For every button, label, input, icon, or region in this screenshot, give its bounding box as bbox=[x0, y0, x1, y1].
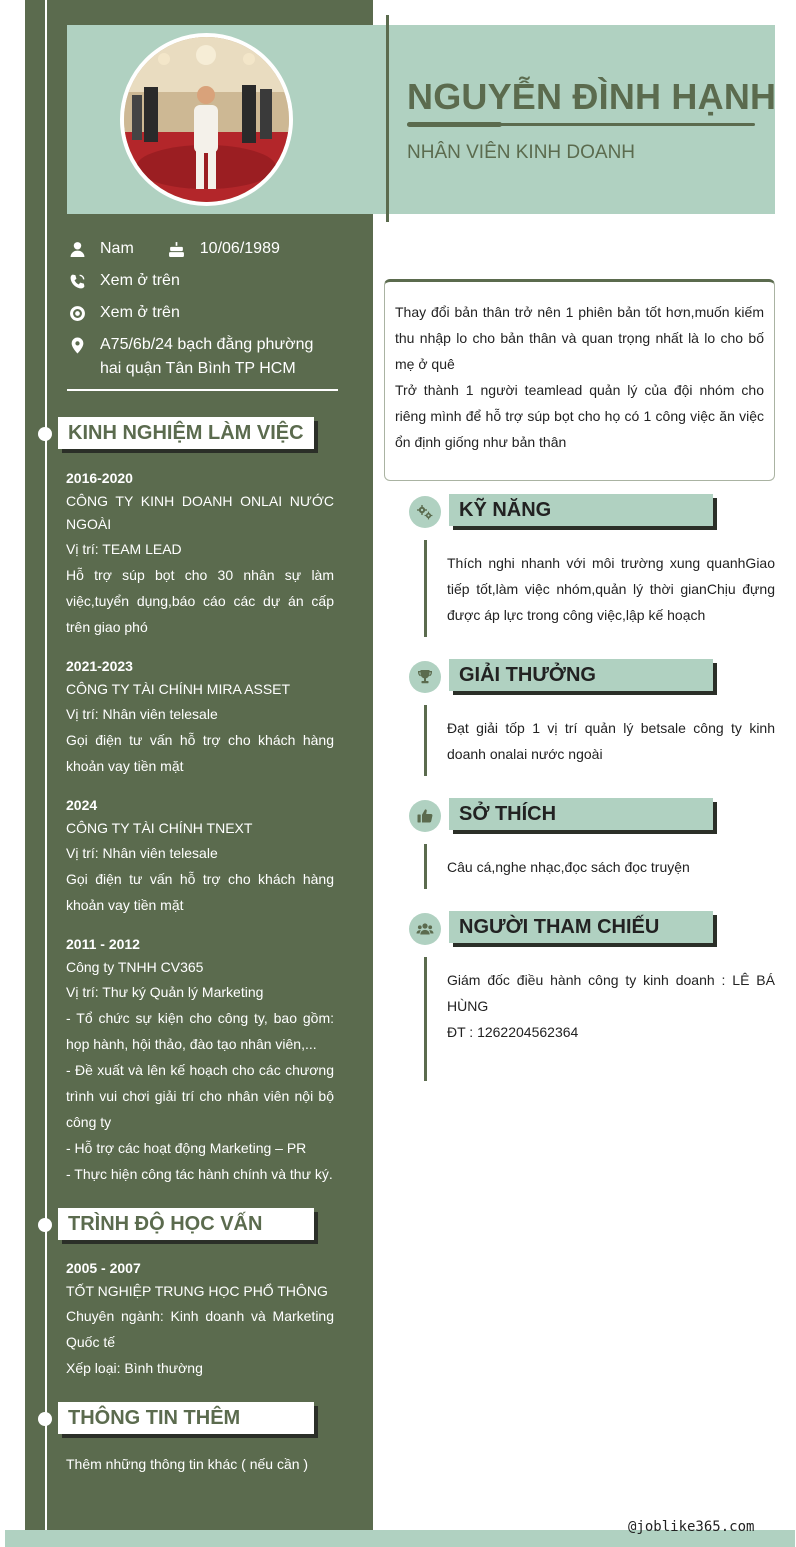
location-pin-icon bbox=[67, 335, 87, 355]
thumbs-up-icon bbox=[409, 800, 441, 832]
experience-company: CÔNG TY TÀI CHÍNH TNEXT bbox=[66, 820, 253, 836]
awards-heading: GIẢI THƯỞNG bbox=[449, 659, 713, 691]
contact-divider bbox=[67, 389, 338, 391]
experience-years: 2016-2020 bbox=[66, 470, 133, 486]
reference-person: Giám đốc điều hành công ty kinh doanh : LÊ BÁ HÙNG bbox=[447, 972, 775, 1014]
experience-years: 2011 - 2012 bbox=[66, 936, 140, 952]
hobbies-heading: SỞ THÍCH bbox=[449, 798, 713, 830]
section-line bbox=[424, 705, 427, 776]
experience-role: Vị trí: Thư ký Quản lý Marketing bbox=[66, 984, 264, 1000]
references-heading: NGƯỜI THAM CHIẾU bbox=[449, 911, 713, 943]
birthday-text: 10/06/1989 bbox=[199, 240, 280, 257]
timeline-dot bbox=[38, 1412, 52, 1426]
watermark: @joblike365.com bbox=[628, 1519, 755, 1535]
experience-company: CÔNG TY KINH DOANH ONLAI NƯỚC NGOÀI bbox=[66, 493, 334, 532]
education-school: TỐT NGHIỆP TRUNG HỌC PHỔ THÔNG bbox=[66, 1283, 328, 1299]
experience-duty: - Đề xuất và lên kế hoạch cho các chương trình vui chơi giải trí cho nhân viên nội bộ công ty bbox=[66, 1062, 334, 1130]
education-major: Chuyên ngành: Kinh doanh và Marketing Quốc tế bbox=[66, 1308, 334, 1350]
education-years: 2005 - 2007 bbox=[66, 1260, 141, 1276]
experience-item bbox=[66, 466, 334, 640]
section-line bbox=[424, 957, 427, 1081]
header-divider bbox=[386, 15, 389, 222]
phone-icon bbox=[67, 271, 87, 291]
experience-duty: - Hỗ trợ các hoạt động Marketing – PR bbox=[66, 1140, 307, 1156]
trophy-icon bbox=[409, 661, 441, 693]
birthday-cake-icon bbox=[167, 239, 187, 259]
experience-years: 2021-2023 bbox=[66, 658, 133, 674]
education-grade: Xếp loại: Bình thường bbox=[66, 1360, 203, 1376]
email-icon bbox=[67, 303, 87, 323]
experience-role: Vị trí: Nhân viên telesale bbox=[66, 706, 218, 722]
references-text bbox=[447, 967, 775, 1045]
additional-text: Thêm những thông tin khác ( nếu cần ) bbox=[66, 1456, 309, 1472]
experience-description: Gọi điện tư vấn hỗ trợ cho khách hàng khoản vay tiền mặt bbox=[66, 732, 334, 774]
education-item bbox=[66, 1256, 334, 1381]
timeline-line bbox=[45, 0, 47, 1530]
career-objective bbox=[384, 279, 775, 481]
address-line-2: hai quận Tân Bình TP HCM bbox=[100, 360, 296, 377]
hobbies-text: Câu cá,nghe nhạc,đọc sách đọc truyện bbox=[447, 859, 690, 875]
timeline-dot bbox=[38, 1218, 52, 1232]
gears-icon bbox=[409, 496, 441, 528]
experience-item bbox=[66, 654, 334, 779]
name-underline-accent bbox=[407, 122, 502, 127]
contact-address bbox=[67, 333, 313, 381]
experience-years: 2024 bbox=[66, 797, 98, 813]
candidate-name: NGUYỄN ĐÌNH HẠNH bbox=[407, 76, 777, 117]
timeline-dot bbox=[38, 427, 52, 441]
contact-email bbox=[67, 301, 180, 325]
experience-duty: - Thực hiện công tác hành chính và thư ký. bbox=[66, 1166, 333, 1182]
experience-description: Hỗ trợ súp bọt cho 30 nhân sự làm việc,tuyển dụng,báo cáo các dự án cấp trên giao phó bbox=[66, 567, 334, 635]
section-line bbox=[424, 540, 427, 637]
experience-company: CÔNG TY TÀI CHÍNH MIRA ASSET bbox=[66, 681, 291, 697]
education-heading: TRÌNH ĐỘ HỌC VẤN bbox=[58, 1208, 314, 1240]
reference-phone: ĐT : 1262204562364 bbox=[447, 1024, 579, 1040]
avatar-photo bbox=[124, 37, 289, 202]
skills-text: Thích nghi nhanh với môi trường xung quanhGiao tiếp tốt,làm việc nhóm,quản lý thời gianChịu đựng được áp lực trong công việc,lập kế hoạch bbox=[447, 555, 775, 623]
experience-company: Công ty TNHH CV365 bbox=[66, 959, 204, 975]
address-line-1: A75/6b/24 bạch đằng phường bbox=[100, 336, 314, 353]
objective-line-2: Trở thành 1 người teamlead quản lý của đội nhóm cho riêng mình để hỗ trợ súp bọt cho họ có 1 công việc ăn việc ổn định giống như bản thân bbox=[395, 382, 764, 450]
avatar bbox=[120, 33, 293, 206]
awards-text: Đạt giải tốp 1 vị trí quản lý betsale công ty kinh doanh onalai nước ngoài bbox=[447, 720, 775, 762]
experience-heading: KINH NGHIỆM LÀM VIỆC bbox=[58, 417, 314, 449]
job-title: NHÂN VIÊN KINH DOANH bbox=[407, 142, 636, 163]
contact-phone bbox=[67, 269, 180, 293]
email-text: Xem ở trên bbox=[100, 304, 180, 321]
experience-description: Gọi điện tư vấn hỗ trợ cho khách hàng khoản vay tiền mặt bbox=[66, 871, 334, 913]
contact-gender-birthday bbox=[67, 237, 280, 261]
experience-role: Vị trí: Nhân viên telesale bbox=[66, 845, 218, 861]
experience-role: Vị trí: TEAM LEAD bbox=[66, 541, 182, 557]
skills-heading: KỸ NĂNG bbox=[449, 494, 713, 526]
experience-duty: - Tổ chức sự kiện cho công ty, bao gồm: họp hành, hội thảo, đào tạo nhân viên,... bbox=[66, 1010, 334, 1052]
user-icon bbox=[67, 239, 87, 259]
section-line bbox=[424, 844, 427, 889]
address-text bbox=[100, 333, 313, 381]
objective-line-1: Thay đổi bản thân trở nên 1 phiên bản tốt hơn,muốn kiếm thu nhập lo cho bản thân và quan trọng nhất là lo cho bố mẹ ở quê bbox=[395, 304, 764, 372]
gender-text: Nam bbox=[100, 240, 134, 257]
experience-item bbox=[66, 932, 334, 1187]
phone-text: Xem ở trên bbox=[100, 272, 180, 289]
people-icon bbox=[409, 913, 441, 945]
experience-item bbox=[66, 793, 334, 918]
additional-heading: THÔNG TIN THÊM bbox=[58, 1402, 314, 1434]
